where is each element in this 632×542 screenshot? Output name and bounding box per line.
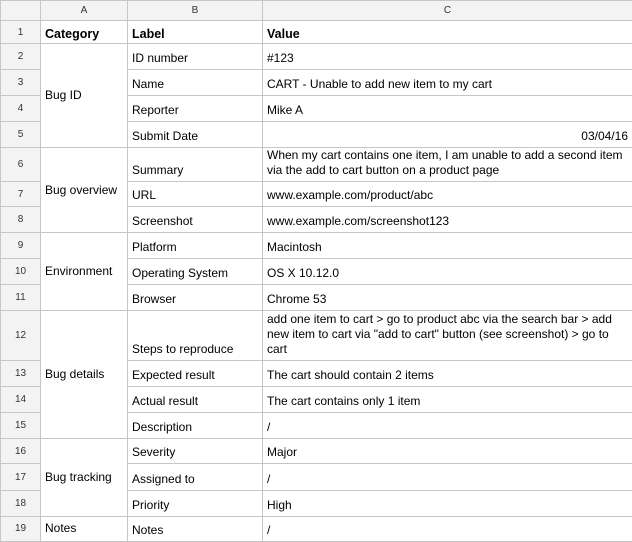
value-cell-date[interactable]: 03/04/16 <box>263 121 632 147</box>
table-row <box>1 233 632 259</box>
table-row <box>1 310 632 360</box>
header-row <box>1 21 632 44</box>
category-cell-notes[interactable]: Notes <box>41 516 128 541</box>
row-header[interactable]: 7 <box>1 181 41 206</box>
row-header[interactable]: 10 <box>1 259 41 284</box>
value-cell[interactable]: Mike A <box>263 95 632 121</box>
value-cell[interactable]: Macintosh <box>263 233 632 259</box>
row-header[interactable]: 3 <box>1 70 41 95</box>
category-cell-environment[interactable]: Environment <box>41 233 128 310</box>
value-cell[interactable]: / <box>263 413 632 439</box>
label-cell[interactable]: Name <box>128 70 263 95</box>
label-cell[interactable]: Submit Date <box>128 121 263 147</box>
value-cell[interactable]: / <box>263 464 632 490</box>
row-header[interactable]: 18 <box>1 490 41 516</box>
value-cell[interactable]: #123 <box>263 44 632 70</box>
value-cell[interactable]: Chrome 53 <box>263 284 632 310</box>
row-header[interactable]: 12 <box>1 310 41 360</box>
value-cell[interactable]: Major <box>263 439 632 464</box>
label-cell[interactable]: Browser <box>128 284 263 310</box>
label-cell[interactable]: Reporter <box>128 95 263 121</box>
label-cell[interactable]: Assigned to <box>128 464 263 490</box>
row-header[interactable]: 9 <box>1 233 41 259</box>
value-cell[interactable]: When my cart contains one item, I am unable to add a second item via the add to cart button on a product page <box>263 147 632 181</box>
category-cell-bug-overview[interactable]: Bug overview <box>41 147 128 232</box>
row-header[interactable]: 14 <box>1 387 41 413</box>
value-cell[interactable]: The cart should contain 2 items <box>263 360 632 386</box>
label-cell[interactable]: Description <box>128 413 263 439</box>
value-cell[interactable]: add one item to cart > go to product abc via the search bar > add new item to cart via "add to cart" button (see screenshot) > go to cart <box>263 310 632 360</box>
row-header[interactable]: 1 <box>1 21 41 44</box>
column-header-row <box>1 1 632 21</box>
row-header[interactable]: 4 <box>1 95 41 121</box>
table-row <box>1 44 632 70</box>
value-cell[interactable]: CART - Unable to add new item to my cart <box>263 70 632 95</box>
label-cell[interactable]: URL <box>128 181 263 206</box>
value-cell[interactable]: The cart contains only 1 item <box>263 387 632 413</box>
select-all-corner[interactable] <box>1 1 41 21</box>
category-header-cell[interactable]: Category <box>41 21 128 44</box>
row-header[interactable]: 6 <box>1 147 41 181</box>
row-header[interactable]: 19 <box>1 516 41 541</box>
row-header[interactable]: 15 <box>1 413 41 439</box>
value-cell[interactable]: www.example.com/product/abc <box>263 181 632 206</box>
label-cell[interactable]: Severity <box>128 439 263 464</box>
row-header[interactable]: 8 <box>1 207 41 233</box>
row-header[interactable]: 16 <box>1 439 41 464</box>
column-header-b[interactable]: B <box>128 1 263 21</box>
label-cell[interactable]: Operating System <box>128 259 263 284</box>
column-header-a[interactable]: A <box>41 1 128 21</box>
label-cell[interactable]: ID number <box>128 44 263 70</box>
label-cell[interactable]: Notes <box>128 516 263 541</box>
label-cell[interactable]: Expected result <box>128 360 263 386</box>
table-row <box>1 147 632 181</box>
label-header-cell[interactable]: Label <box>128 21 263 44</box>
label-cell[interactable]: Actual result <box>128 387 263 413</box>
row-header[interactable]: 17 <box>1 464 41 490</box>
category-cell-bug-tracking[interactable]: Bug tracking <box>41 439 128 516</box>
category-cell-bug-id[interactable]: Bug ID <box>41 44 128 148</box>
value-cell[interactable]: www.example.com/screenshot123 <box>263 207 632 233</box>
label-cell[interactable]: Screenshot <box>128 207 263 233</box>
row-header[interactable]: 13 <box>1 360 41 386</box>
value-cell[interactable]: High <box>263 490 632 516</box>
label-cell[interactable]: Steps to reproduce <box>128 310 263 360</box>
column-header-c[interactable]: C <box>263 1 632 21</box>
label-cell[interactable]: Priority <box>128 490 263 516</box>
category-cell-bug-details[interactable]: Bug details <box>41 310 128 439</box>
row-header[interactable]: 2 <box>1 44 41 70</box>
value-header-cell[interactable]: Value <box>263 21 632 44</box>
row-header[interactable]: 5 <box>1 121 41 147</box>
value-cell[interactable]: OS X 10.12.0 <box>263 259 632 284</box>
label-cell[interactable]: Summary <box>128 147 263 181</box>
label-cell[interactable]: Platform <box>128 233 263 259</box>
value-cell[interactable]: / <box>263 516 632 541</box>
row-header[interactable]: 11 <box>1 284 41 310</box>
table-row <box>1 516 632 541</box>
table-row <box>1 439 632 464</box>
